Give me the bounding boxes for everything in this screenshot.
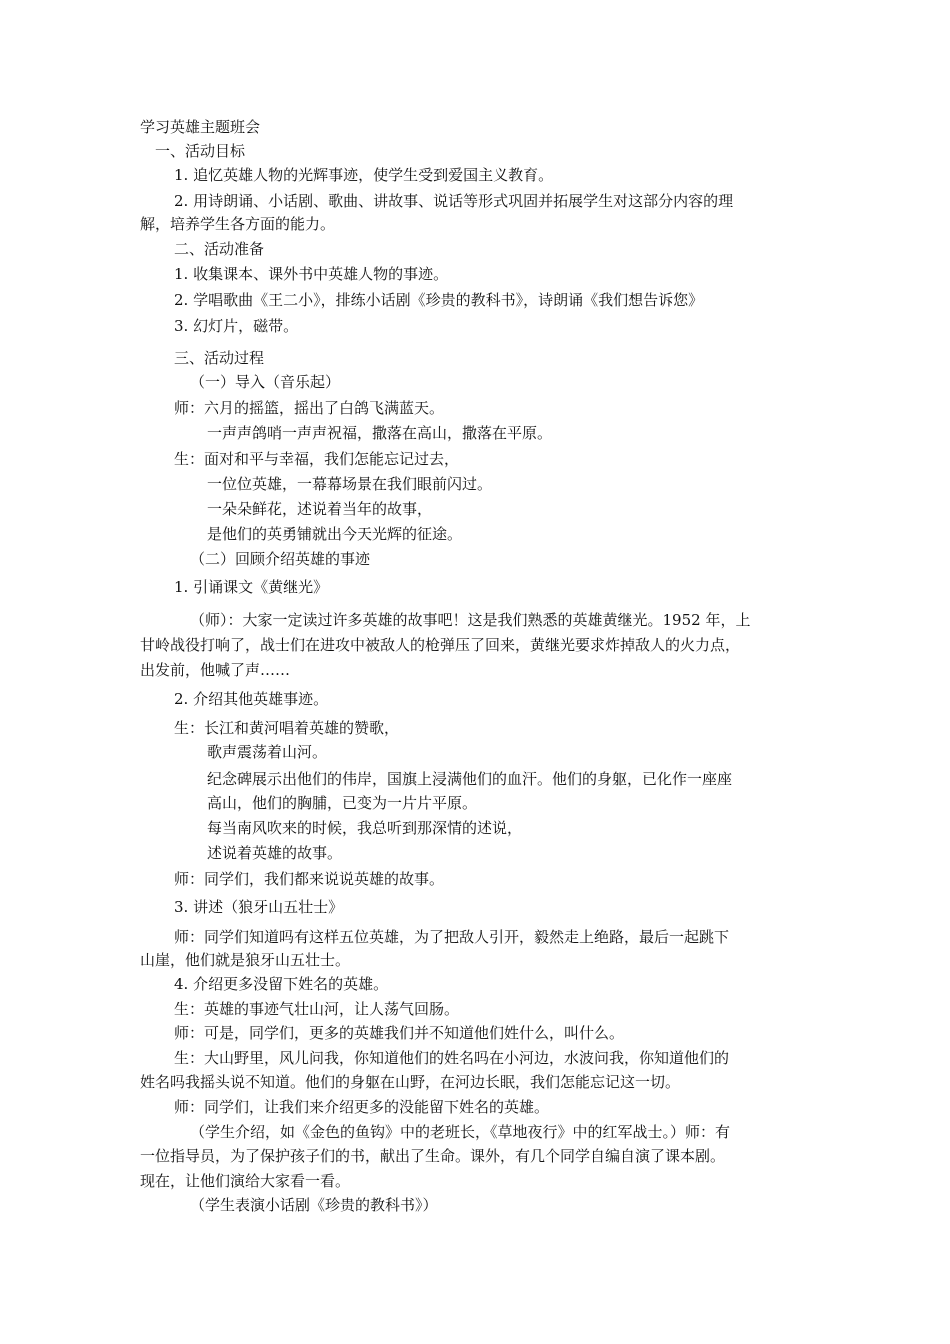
poem-line: 一声声鸽哨一声声祝福，撒落在高山，撒落在平原。 [207,424,553,442]
list-item: 2. 学唱歌曲《王二小》，排练小话剧《珍贵的教科书》，诗朗诵《我们想告诉您》 [174,291,704,309]
poem-line: 高山，他们的胸脯，已变为一片片平原。 [207,794,478,812]
paragraph-line: 甘岭战役打响了，战士们在进攻中被敌人的枪弹压了回来，黄继光要求炸掉敌人的火力点， [140,636,741,654]
section-heading: 三、活动过程 [174,349,265,367]
paragraph-line: 一位指导员，为了保护孩子们的书，献出了生命。课外，有几个同学自编自演了课本剧。 [140,1147,726,1165]
poem-line: 是他们的英勇铺就出今天光辉的征途。 [207,525,463,543]
dialogue-line: 生：面对和平与幸福，我们怎能忘记过去， [174,450,460,468]
subsection-heading: （一）导入（音乐起） [190,373,341,391]
section-heading: 一、活动目标 [155,142,246,160]
list-item: 1. 引诵课文《黄继光》 [174,578,329,596]
poem-line: 述说着英雄的故事。 [207,844,343,862]
poem-line: 纪念碑展示出他们的伟岸，国旗上浸满他们的血汗。他们的身躯，已化作一座座 [207,770,733,788]
list-item: 3. 幻灯片，磁带。 [174,317,299,335]
dialogue-line: 师：同学们，我们都来说说英雄的故事。 [174,870,445,888]
poem-line: 一朵朵鲜花，述说着当年的故事， [207,500,433,518]
subsection-heading: （二）回顾介绍英雄的事迹 [190,550,371,568]
paragraph-line: 现在，让他们演给大家看一看。 [140,1172,351,1190]
paragraph-line: 解，培养学生各方面的能力。 [140,215,336,233]
dialogue-line: 生：英雄的事迹气壮山河，让人荡气回肠。 [174,1000,460,1018]
list-item: 4. 介绍更多没留下姓名的英雄。 [174,975,389,993]
document-title: 学习英雄主题班会 [140,118,261,136]
paragraph-line: 姓名吗我摇头说不知道。他们的身躯在山野，在河边长眠，我们怎能忘记这一切。 [140,1073,681,1091]
paragraph-line: 山崖，他们就是狼牙山五壮士。 [140,951,351,969]
poem-line: 歌声震荡着山河。 [207,743,328,761]
list-item: 3. 讲述（狼牙山五壮士》 [174,898,344,916]
poem-line: 每当南风吹来的时候，我总听到那深情的述说， [207,819,523,837]
dialogue-line: 师：可是，同学们，更多的英雄我们并不知道他们姓什么，叫什么。 [174,1024,625,1042]
dialogue-line: 师：同学们知道吗有这样五位英雄，为了把敌人引开，毅然走上绝路，最后一起跳下 [174,928,730,946]
paragraph-line: 出发前，他喊了声…… [140,661,291,679]
list-item: 1. 追忆英雄人物的光辉事迹，使学生受到爱国主义教育。 [174,166,554,184]
paragraph-line: （学生介绍，如《金色的鱼钩》中的老班长，《草地夜行》中的红军战士。）师：有 [190,1123,731,1141]
poem-line: 一位位英雄，一幕幕场景在我们眼前闪过。 [207,475,493,493]
list-item: 1. 收集课本、课外书中英雄人物的事迹。 [174,265,449,283]
stage-direction: （学生表演小话剧《珍贵的教科书》） [190,1196,438,1214]
list-item: 2. 介绍其他英雄事迹。 [174,690,329,708]
paragraph-line: （师）：大家一定读过许多英雄的故事吧！这是我们熟悉的英雄黄继光。1952 年，上 [190,611,751,629]
dialogue-line: 师：同学们，让我们来介绍更多的没能留下姓名的英雄。 [174,1098,550,1116]
dialogue-line: 生：大山野里，风儿问我，你知道他们的姓名吗在小河边，水波问我，你知道他们的 [174,1049,730,1067]
section-heading: 二、活动准备 [174,240,265,258]
dialogue-line: 师：六月的摇篮，摇出了白鸽飞满蓝天。 [174,399,445,417]
dialogue-line: 生：长江和黄河唱着英雄的赞歌， [174,719,400,737]
list-item: 2. 用诗朗诵、小话剧、歌曲、讲故事、说话等形式巩固并拓展学生对这部分内容的理 [174,192,734,210]
